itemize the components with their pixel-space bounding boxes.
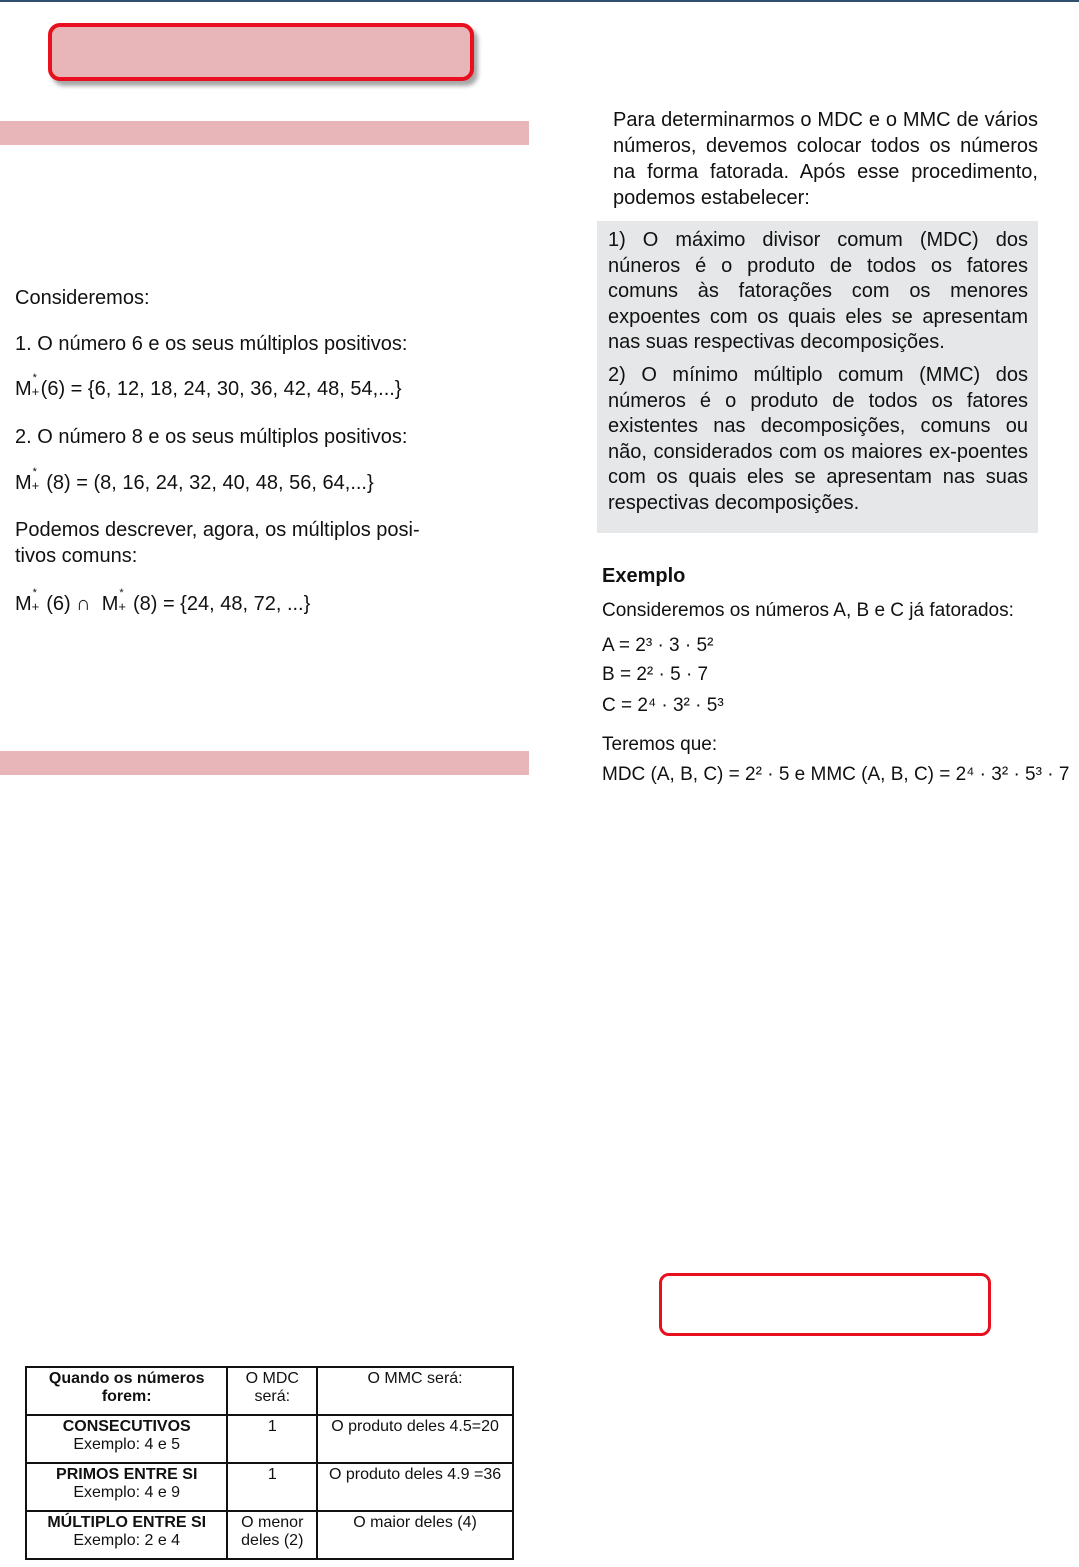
mdc-mmc-summary-table — [25, 1366, 514, 1560]
item-2: 2. O número 8 e os seus múltiplos positivos: — [15, 426, 408, 448]
example-intro: Consideremos os números A, B e C já fatorados: — [602, 600, 1014, 621]
table-cell-mdc: 1 — [227, 1415, 317, 1463]
rules-box — [597, 221, 1038, 533]
table-cell-case: PRIMOS ENTRE SI Exemplo: 4 e 9 — [26, 1463, 227, 1511]
highlight-box — [659, 1273, 991, 1336]
m-superscript-subscript: * + — [31, 372, 40, 399]
table-cell-case: CONSECUTIVOS Exemplo: 4 e 5 — [26, 1415, 227, 1463]
table-cell-case: MÚLTIPLO ENTRE SI Exemplo: 2 e 4 — [26, 1511, 227, 1559]
intersection-line: M * + (6) ∩ M * + (8) = {24, 48, 72, ...} — [15, 587, 311, 615]
table-header-cell: Quando os números forem: — [26, 1367, 227, 1415]
describe-common: Podemos descrever, agora, os múltiplos posi- tivos comuns: — [15, 519, 420, 567]
table-row — [26, 1511, 513, 1559]
consideremos-label: Consideremos: — [15, 287, 150, 309]
factor-a: A = 2³ · 3 · 5² — [602, 635, 714, 656]
table-cell-mdc: 1 — [227, 1463, 317, 1511]
m-symbol: M — [15, 378, 32, 400]
table-cell-mmc: O maior deles (4) — [317, 1511, 513, 1559]
table-header-cell: O MMC será: — [317, 1367, 513, 1415]
table-header-cell: O MDC será: — [227, 1367, 317, 1415]
factor-c: C = 2⁴ · 3² · 5³ — [602, 695, 724, 716]
table-row — [26, 1463, 513, 1511]
table-cell-mmc: O produto deles 4.5=20 — [317, 1415, 513, 1463]
section-band-top — [0, 121, 529, 145]
rule-mmc: 2) O mínimo múltiplo comum (MMC) dos números é o produto de todos os fatores existentes nas decomposições, comuns ou não, considerados com os maiores ex-poentes com os quais eles se apresentam nas suas respectivas decomposições. — [608, 363, 1028, 514]
multiples-of-6: M * + (6) = {6, 12, 18, 24, 30, 36, 42, 48, 54,...} — [15, 372, 402, 400]
multiples-of-8: M * + (8) = (8, 16, 24, 32, 40, 48, 56, 64,...} — [15, 466, 374, 494]
example-title: Exemplo — [602, 565, 686, 587]
section-title-box — [48, 23, 474, 81]
teremos-label: Teremos que: — [602, 734, 718, 755]
rule-mdc: 1) O máximo divisor comum (MDC) dos núneros é o produto de todos os fatores comuns às fatorações com os menores expoentes com os quais eles se apresentam nas suas respectivas decomposições. — [608, 229, 1028, 354]
intro-paragraph: Para determinarmos o MDC e o MMC de vários números, devemos colocar todos os números na forma fatorada. Após esse procedimento, podemos estabelecer: — [613, 109, 1038, 209]
table-cell-mmc: O produto deles 4.9 =36 — [317, 1463, 513, 1511]
item-1: 1. O número 6 e os seus múltiplos positivos: — [15, 333, 408, 355]
mdc-mmc-result: MDC (A, B, C) = 2² · 5 e MMC (A, B, C) = 2⁴ · 3² · 5³ · 7 — [602, 764, 1070, 785]
factor-b: B = 2² · 5 · 7 — [602, 664, 709, 685]
table-row — [26, 1415, 513, 1463]
section-band-bottom — [0, 751, 529, 775]
top-rule — [0, 0, 1079, 2]
table-cell-mdc: O menor deles (2) — [227, 1511, 317, 1559]
table-header-row — [26, 1367, 513, 1415]
